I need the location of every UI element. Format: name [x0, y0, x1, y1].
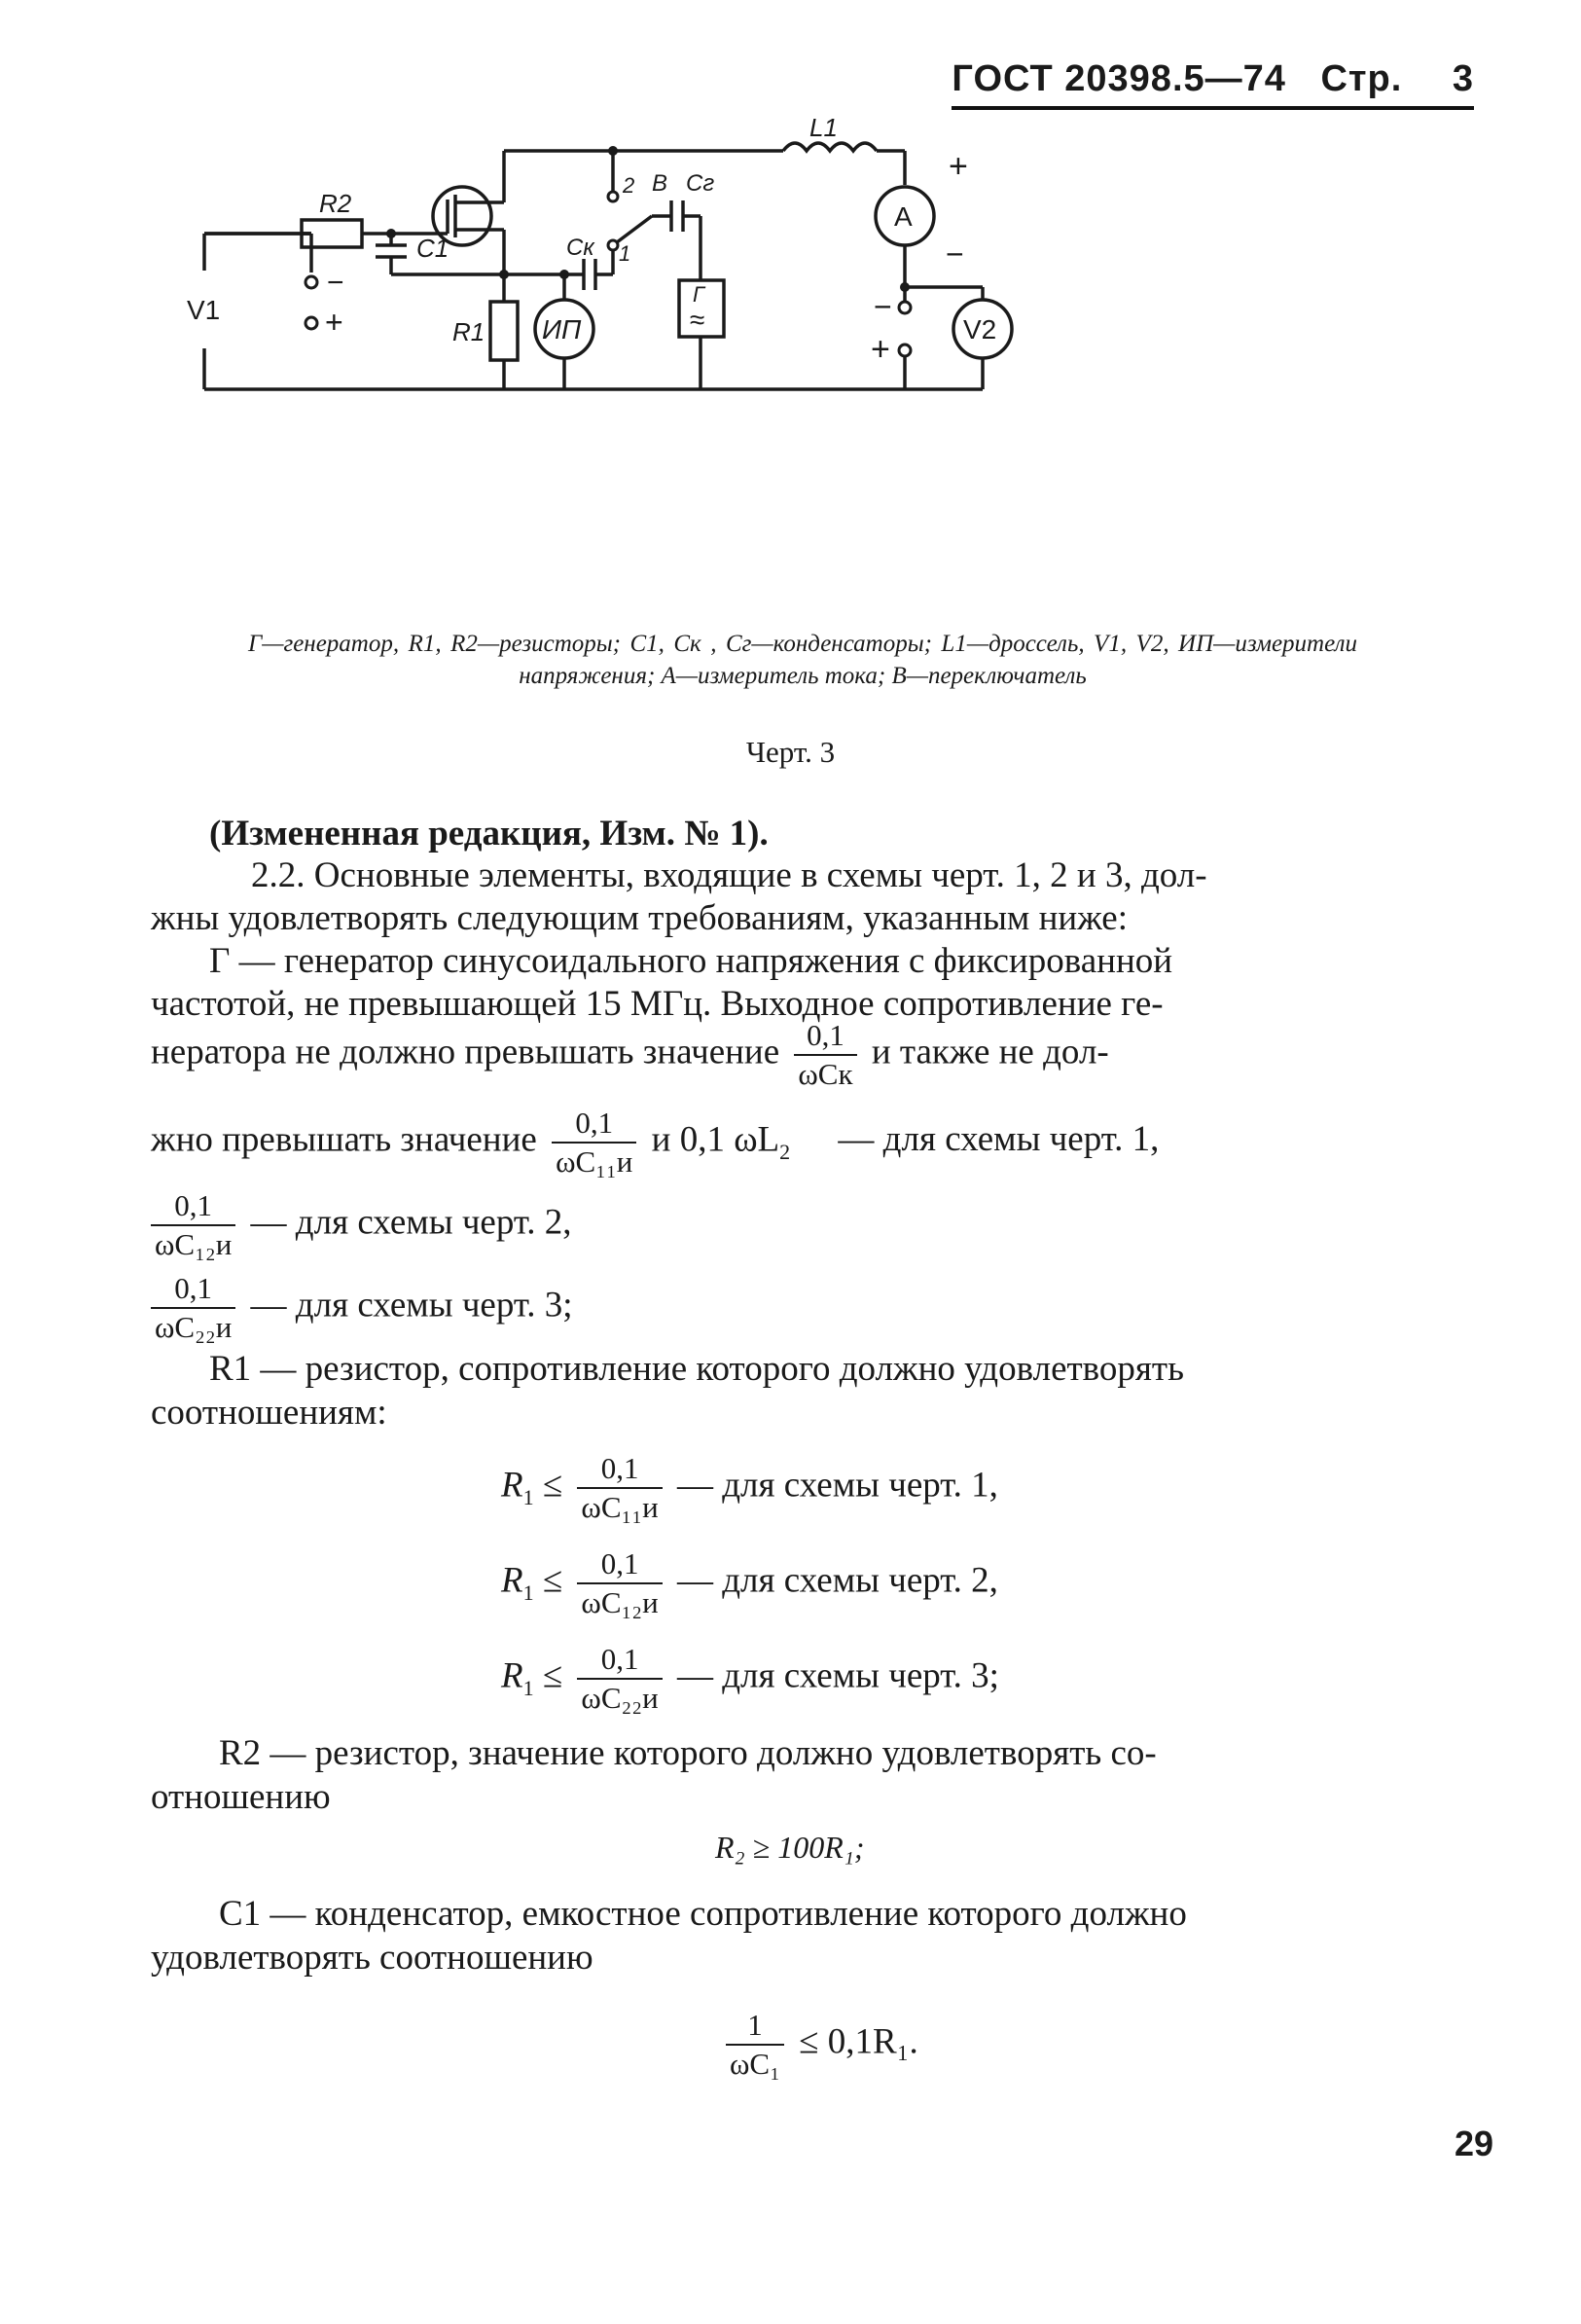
fraction-c12-den: ωC₁₂и: [155, 1227, 233, 1261]
label-gen: Г: [693, 282, 704, 307]
circuit-diagram: [187, 113, 1362, 603]
page-header: [952, 58, 1474, 110]
r1-eq2-leq: ≤: [542, 1560, 563, 1601]
r1-line2: соотношениям:: [151, 1393, 387, 1433]
fraction-c11-num: 0,1: [552, 1105, 636, 1144]
standard-number: ГОСТ 20398.5—74: [952, 58, 1286, 99]
r1-eq3-text: — для схемы черт. 3;: [676, 1655, 999, 1696]
gen-line3-text-a: нератора не должно превышать значение: [151, 1032, 780, 1072]
r1-eq3-leq: ≤: [542, 1655, 563, 1696]
scheme3-line: [151, 1270, 573, 1346]
label-v2-plus: +: [871, 331, 890, 368]
r1-eq1-text: — для схемы черт. 1,: [676, 1465, 998, 1506]
r1-eq2-sub: 1: [522, 1580, 534, 1605]
r1-eq3-fraction: [577, 1641, 662, 1717]
label-gen-symbol: ≈: [690, 305, 705, 335]
r1-eq3-sub: 1: [522, 1675, 534, 1700]
fraction-c11: [552, 1105, 636, 1180]
fraction-ck: [794, 1017, 856, 1093]
r1-eq3-den: ωC₂₂и: [581, 1681, 659, 1715]
label-v1-minus: −: [327, 267, 344, 299]
label-c1: C1: [416, 234, 449, 263]
r1-eq1-den: ωC₁₁и: [581, 1490, 659, 1524]
r1-eq1-sub: 1: [522, 1484, 534, 1509]
gen-line3-text-b: и также не дол-: [871, 1032, 1109, 1072]
fraction-ck-den: ωCк: [798, 1057, 853, 1091]
gen-line4: [151, 1105, 1159, 1180]
c1-equation: [720, 2007, 918, 2083]
p22-line1: 2.2. Основные элементы, входящие в схемы черт. 1, 2 и 3, дол-: [251, 855, 1207, 895]
r1-eq3-num: 0,1: [577, 1641, 662, 1680]
r1-line1: R1 — резистор, сопротивление которого должно удовлетворять: [209, 1349, 1184, 1389]
label-l1: L1: [809, 113, 838, 142]
r1-eq2-den: ωC₁₂и: [581, 1585, 659, 1619]
r2-line2: отношению: [151, 1777, 331, 1817]
r1-eq3-r: R: [501, 1655, 523, 1696]
gen-line1: Г — генератор синусоидального напряжения с фиксированной: [209, 941, 1173, 981]
page-label: Стр.: [1320, 58, 1403, 99]
label-sw1: 1: [619, 241, 631, 266]
r1-eq1-r: R: [501, 1465, 523, 1506]
c1-line1: C1 — конденсатор, емкостное сопротивление которого должно: [219, 1894, 1187, 1934]
label-sw2: 2: [623, 173, 635, 198]
label-r2: R2: [319, 189, 352, 218]
r1-eq3: [501, 1641, 999, 1717]
r1-eq1: [501, 1450, 998, 1526]
scheme2-text: — для схемы черт. 2,: [250, 1202, 572, 1243]
label-a-plus: +: [949, 148, 968, 185]
label-v1-plus: +: [325, 305, 343, 340]
fraction-ck-num: 0,1: [794, 1017, 856, 1056]
r1-eq2: [501, 1545, 998, 1621]
label-ck: Ск: [566, 235, 594, 261]
r2-line1: R2 — резистор, значение которого должно удовлетворять со-: [219, 1733, 1157, 1773]
p22-line2: жны удовлетворять следующим требованиям, указанным ниже:: [151, 898, 1128, 938]
label-v2-minus: −: [874, 289, 892, 324]
scheme2-line: [151, 1187, 572, 1263]
c1-eq-den: ωC₁: [730, 2047, 780, 2081]
fraction-c22-num: 0,1: [151, 1270, 235, 1309]
gen-line4-text-b: и 0,1 ωL: [651, 1119, 780, 1160]
label-v1: V1: [187, 295, 221, 325]
r1-eq1-leq: ≤: [542, 1465, 563, 1506]
r1-eq2-num: 0,1: [577, 1545, 662, 1584]
c1-eq-fraction: [726, 2007, 784, 2083]
label-v2: V2: [963, 314, 997, 345]
r1-eq2-fraction: [577, 1545, 662, 1621]
gen-line4-text-a: жно превышать значение: [151, 1119, 537, 1160]
r1-eq2-r: R: [501, 1560, 523, 1601]
r1-eq1-num: 0,1: [577, 1450, 662, 1489]
label-ip: ИП: [542, 314, 582, 345]
label-r1: R1: [452, 317, 485, 346]
c1-eq-num: 1: [726, 2007, 784, 2046]
label-a: A: [894, 201, 913, 232]
gen-line4-sub: 2: [779, 1139, 791, 1164]
fraction-c22-den: ωC₂₂и: [155, 1310, 233, 1344]
page-folio: 29: [1454, 2124, 1493, 2163]
page-number: 3: [1452, 58, 1474, 99]
amendment-note: (Измененная редакция, Изм. № 1).: [209, 814, 769, 853]
r1-eq1-fraction: [577, 1450, 662, 1526]
figure-caption: Черт. 3: [745, 735, 836, 769]
fraction-c12: [151, 1187, 235, 1263]
figure-legend: Г—генератор, R1, R2—резисторы; С1, Ск , Сг—конденсаторы; L1—дроссель, V1, V2, ИП—измерители напряжения; А—измеритель тока; В—переключатель: [248, 631, 1357, 689]
fraction-c11-den: ωC₁₁и: [556, 1144, 633, 1179]
label-a-minus: −: [946, 236, 964, 272]
c1-line2: удовлетворять соотношению: [151, 1938, 593, 1978]
label-cg: Сг: [686, 170, 715, 197]
label-b: В: [652, 170, 668, 197]
fraction-c12-num: 0,1: [151, 1187, 235, 1226]
r2-equation: R₂ ≥ 100R₁;: [715, 1830, 865, 1865]
scheme3-text: — для схемы черт. 3;: [250, 1285, 573, 1325]
gen-line2: частотой, не превышающей 15 МГц. Выходное сопротивление ге-: [151, 984, 1164, 1024]
gen-line4-text-c: — для схемы черт. 1,: [838, 1119, 1160, 1160]
r1-eq2-text: — для схемы черт. 2,: [676, 1560, 998, 1601]
c1-eq-tail: ≤ 0,1R₁.: [799, 2021, 918, 2062]
gen-line3: [151, 1017, 1109, 1093]
fraction-c22: [151, 1270, 235, 1346]
